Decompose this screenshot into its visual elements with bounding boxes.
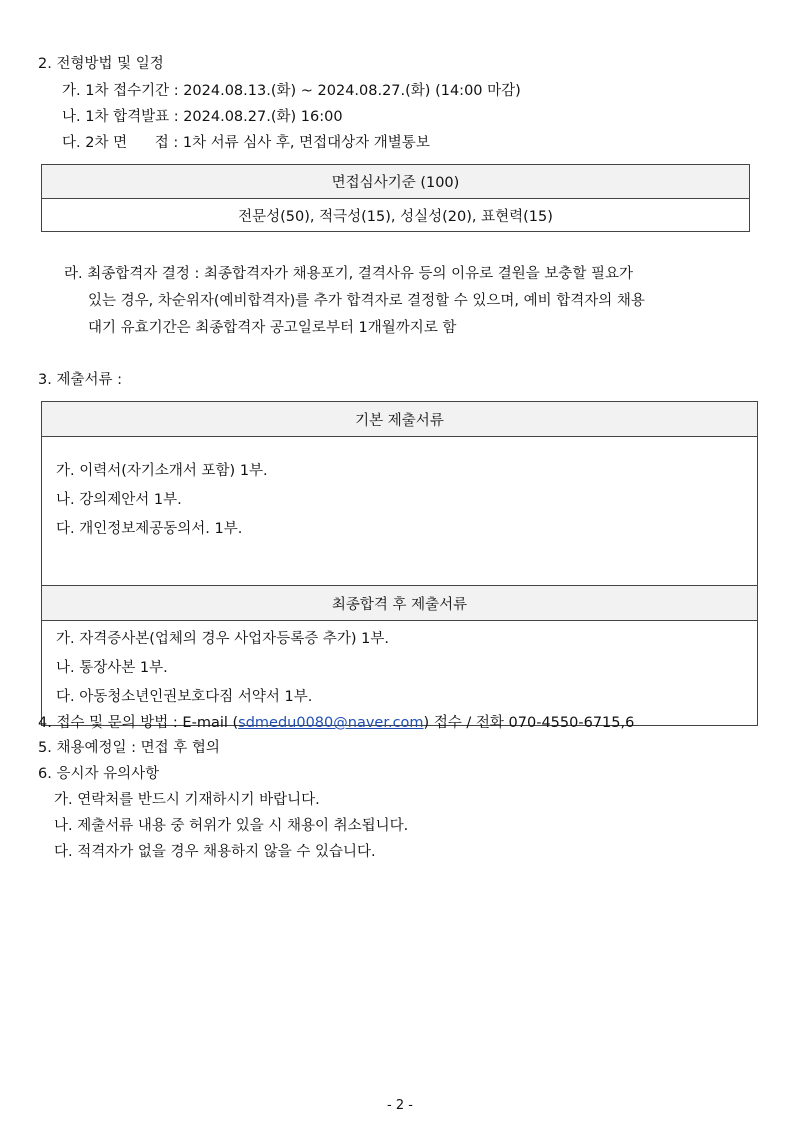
final-decision-line-2: 있는 경우, 차순위자(예비합격자)를 추가 합격자로 결정할 수 있으며, 예비 합격자의 채용 <box>88 293 645 309</box>
list-item: 다. 아동청소년인권보호다짐 서약서 1부. <box>56 689 313 705</box>
basic-documents-list <box>42 437 758 586</box>
interview-criteria-table <box>41 164 750 232</box>
contact-prefix: 4. 접수 및 문의 방법 : E-mail ( <box>38 715 239 731</box>
final-documents-list <box>42 621 758 726</box>
final-decision-line-3: 대기 유효기간은 최종합격자 공고일로부터 1개월까지로 함 <box>88 320 457 336</box>
list-item: 가. 이력서(자기소개서 포함) 1부. <box>56 463 268 479</box>
notice-item-2: 나. 제출서류 내용 중 허위가 있을 시 채용이 취소됩니다. <box>54 818 409 834</box>
interview-criteria-header: 면접심사기준 (100) <box>42 165 750 199</box>
final-decision-line-1: 라. 최종합격자 결정 : 최종합격자가 채용포기, 결격사유 등의 이유로 결원을 보충할 필요가 <box>64 266 634 282</box>
interview-criteria-values: 전문성(50), 적극성(15), 성실성(20), 표현력(15) <box>42 199 750 232</box>
section-3-title: 3. 제출서류 : <box>38 372 122 388</box>
list-item: 가. 자격증사본(업체의 경우 사업자등록증 추가) 1부. <box>56 631 389 647</box>
contact-email-link[interactable]: sdmedu0080@naver.com <box>238 715 424 731</box>
section-6-title: 6. 응시자 유의사항 <box>38 766 160 782</box>
schedule-item-1: 가. 1차 접수기간 : 2024.08.13.(화) ~ 2024.08.27.(화) (14:00 마감) <box>62 83 521 99</box>
contact-suffix: ) 접수 / 전화 070-4550-6715,6 <box>423 715 635 731</box>
final-documents-header: 최종합격 후 제출서류 <box>42 586 758 621</box>
basic-documents-header: 기본 제출서류 <box>42 402 758 437</box>
notice-item-3: 다. 적격자가 없을 경우 채용하지 않을 수 있습니다. <box>54 844 376 860</box>
list-item: 다. 개인정보제공동의서. 1부. <box>56 521 243 537</box>
notice-item-1: 가. 연락처를 반드시 기재하시기 바랍니다. <box>54 792 320 808</box>
hiring-date-line: 5. 채용예정일 : 면접 후 협의 <box>38 740 220 756</box>
list-item: 나. 통장사본 1부. <box>56 660 168 676</box>
schedule-item-2: 나. 1차 합격발표 : 2024.08.27.(화) 16:00 <box>62 109 343 125</box>
contact-line <box>38 713 634 733</box>
documents-table <box>41 401 758 726</box>
list-item: 나. 강의제안서 1부. <box>56 492 182 508</box>
schedule-item-3: 다. 2차 면 접 : 1차 서류 심사 후, 면접대상자 개별통보 <box>62 135 430 151</box>
page-number: - 2 - <box>387 1098 413 1113</box>
section-2-title: 2. 전형방법 및 일정 <box>38 56 164 72</box>
